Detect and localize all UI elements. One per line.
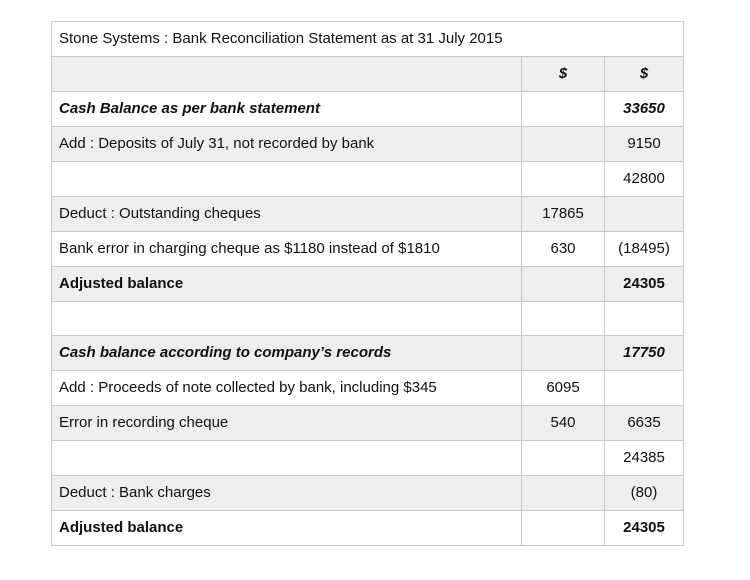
row-description: Cash Balance as per bank statement [52,92,522,127]
row-amount [522,92,605,127]
row-amount: 17865 [522,197,605,232]
row-description [52,302,522,336]
table-row [52,92,684,127]
row-amount [522,127,605,162]
row-description: Adjusted balance [52,267,522,302]
row-description: Adjusted balance [52,511,522,546]
row-description: Deduct : Outstanding cheques [52,197,522,232]
table-row [52,511,684,546]
table-row [52,232,684,267]
row-amount [522,302,605,336]
row-description [52,441,522,476]
table-row [52,197,684,232]
row-amount: 630 [522,232,605,267]
row-amount: 540 [522,406,605,441]
row-total [605,197,684,232]
row-amount [522,336,605,371]
row-total: 33650 [605,92,684,127]
row-total [605,371,684,406]
header-row [52,57,684,92]
table-row [52,267,684,302]
table-row [52,127,684,162]
row-description: Bank error in charging cheque as $1180 instead of $1810 [52,232,522,267]
row-total: 24305 [605,267,684,302]
table-row [52,476,684,511]
row-total [605,302,684,336]
table-row [52,162,684,197]
row-amount [522,162,605,197]
row-total: 24305 [605,511,684,546]
row-description: Add : Proceeds of note collected by bank, including $345 [52,371,522,406]
row-description: Add : Deposits of July 31, not recorded by bank [52,127,522,162]
row-description: Deduct : Bank charges [52,476,522,511]
row-amount [522,511,605,546]
row-total: 42800 [605,162,684,197]
row-amount [522,441,605,476]
row-total: 24385 [605,441,684,476]
row-amount: 6095 [522,371,605,406]
bank-reconciliation-table [51,21,684,546]
statement-title: Stone Systems : Bank Reconciliation Statement as at 31 July 2015 [52,22,684,57]
title-row [52,22,684,57]
row-amount [522,476,605,511]
row-total: (18495) [605,232,684,267]
row-amount [522,267,605,302]
table-row [52,302,684,336]
row-description [52,162,522,197]
header-description-cell [52,57,522,92]
row-total: 6635 [605,406,684,441]
table-row [52,371,684,406]
row-description: Cash balance according to company’s records [52,336,522,371]
table-row [52,336,684,371]
row-total: (80) [605,476,684,511]
row-description: Error in recording cheque [52,406,522,441]
header-total-currency: $ [605,57,684,92]
row-total: 17750 [605,336,684,371]
table-row [52,441,684,476]
row-total: 9150 [605,127,684,162]
table-row [52,406,684,441]
header-amount-currency: $ [522,57,605,92]
